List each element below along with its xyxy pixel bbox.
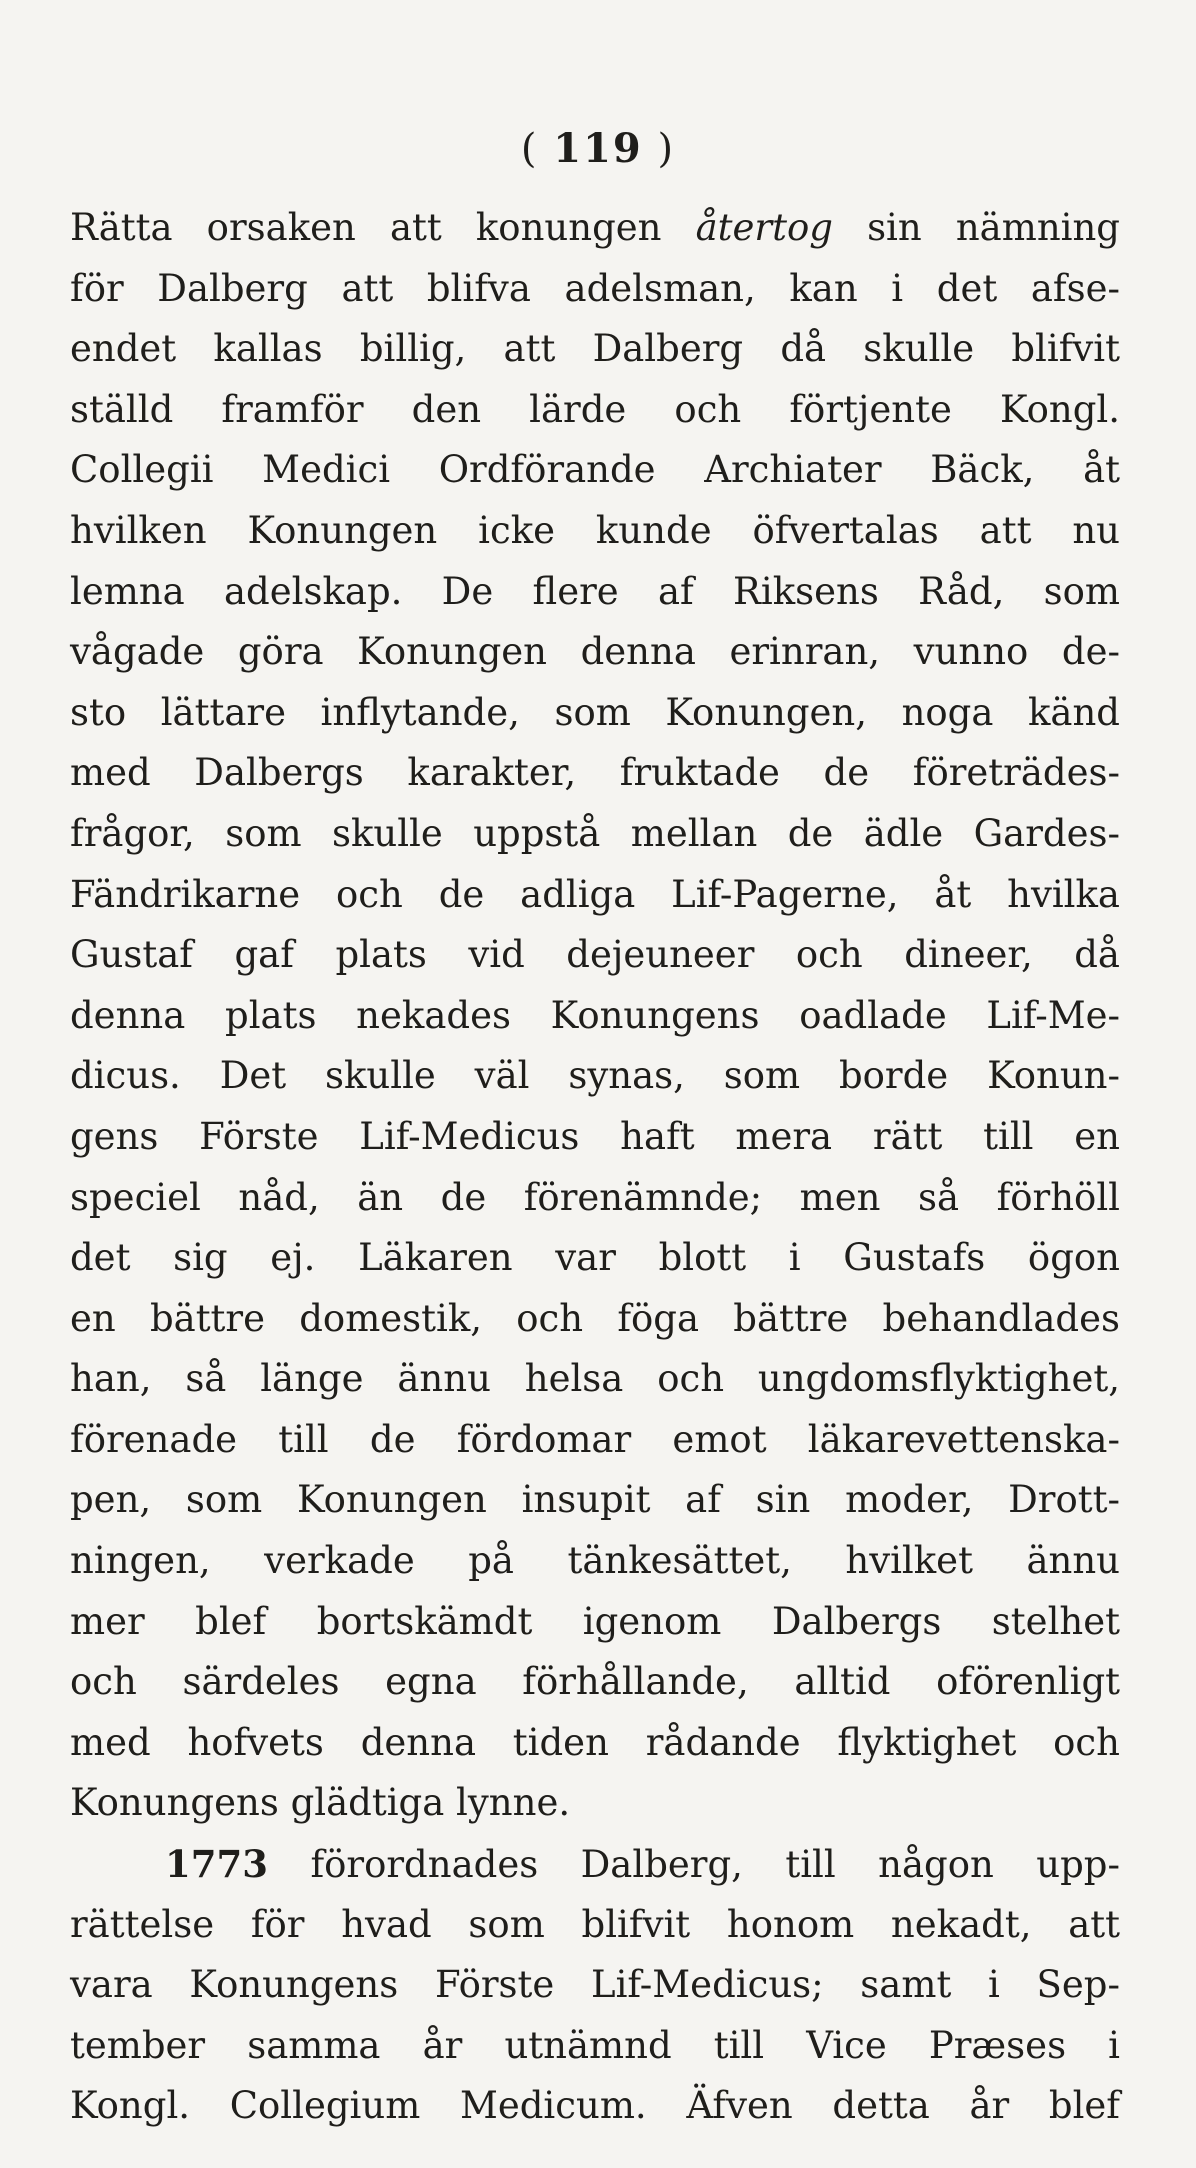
text-line: frågor, som skulle uppstå mellan de ädle Gardes- [70,811,1120,855]
text-line: det sig ej. Läkaren var blott i Gustafs ögon [70,1236,1120,1280]
body-text [70,198,1120,2137]
text-line: tember samma år utnämnd till Vice Præses i [70,2023,1120,2067]
paren-close: ) [657,126,676,172]
text-line: gens Förste Lif-Medicus haft mera rätt till en [70,1114,1120,1158]
text-fragment: förordnades Dalberg, till någon upp- [310,1843,1120,1887]
text-line-1: Rätta orsaken att konungen återtog sin nämning [70,206,1120,249]
text-line: denna plats nekades Konungens oadlade Lif-Me- [70,993,1120,1037]
page-number: 119 [553,125,643,172]
text-line: lemna adelskap. De flere af Riksens Råd, som [70,569,1120,613]
text-line: sto lättare inflytande, som Konungen, noga känd [70,690,1120,734]
text-line: och särdeles egna förhållande, alltid oförenligt [70,1660,1120,1704]
text-line: Gustaf gaf plats vid dejeuneer och dineer, då [70,933,1120,977]
text-line: förenade till de fördomar emot läkarevettenska- [70,1417,1120,1461]
text-line: speciel nåd, än de förenämnde; men så förhöll [70,1175,1120,1219]
text-line: en bättre domestik, och föga bättre behandlades [70,1296,1120,1340]
text-line: vågade göra Konungen denna erinran, vunno de- [70,630,1120,674]
text-line: dicus. Det skulle väl synas, som borde Konun- [70,1054,1120,1098]
page-header [0,125,1196,172]
text-line: med Dalbergs karakter, fruktade de företrädes- [70,751,1120,795]
text-line: mer blef bortskämdt igenom Dalbergs stelhet [70,1599,1120,1643]
text-line: Konungens glädtiga lynne. [70,1781,571,1825]
text-line: för Dalberg att blifva adelsman, kan i det afse- [70,266,1120,310]
text-line: Collegii Medici Ordförande Archiater Bäck, åt [70,448,1120,492]
text-line: ställd framför den lärde och förtjente Kongl. [70,387,1120,431]
italic-word: återtog [695,206,833,249]
paren-open: ( [520,126,539,172]
text-line: vara Konungens Förste Lif-Medicus; samt i Sep- [70,1963,1120,2007]
text-line: Fändrikarne och de adliga Lif-Pagerne, åt hvilka [70,872,1120,916]
text-line: han, så länge ännu helsa och ungdomsflyktighet, [70,1357,1120,1401]
text-line: ningen, verkade på tänkesättet, hvilket ännu [70,1539,1120,1583]
text-line: hvilken Konungen icke kunde öfvertalas att nu [70,508,1120,552]
text-line: med hofvets denna tiden rådande flyktighet och [70,1720,1120,1764]
year-1773: 1773 [165,1842,268,1887]
text-line: endet kallas billig, att Dalberg då skulle blifvit [70,327,1120,371]
text-line: pen, som Konungen insupit af sin moder, Drott- [70,1478,1120,1522]
text-line: rättelse för hvad som blifvit honom nekadt, att [70,1902,1120,1946]
paragraph-2-first-line [70,1834,1120,1895]
text-line: Kongl. Collegium Medicum. Äfven detta år blef [70,2084,1120,2128]
